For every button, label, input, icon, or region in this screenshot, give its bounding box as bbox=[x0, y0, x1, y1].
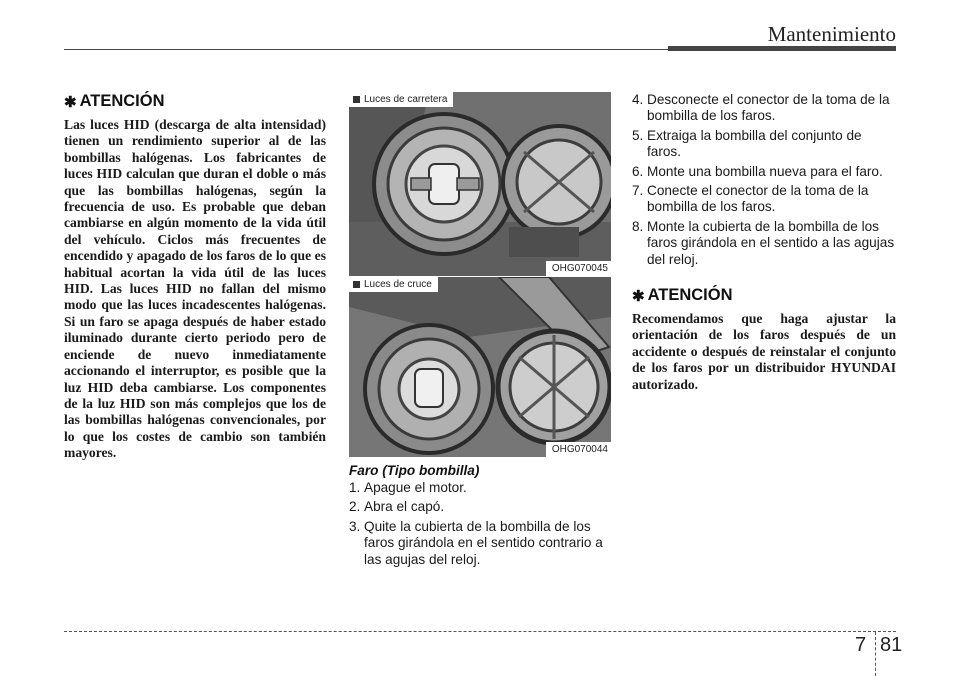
caution-text-right: Recomendamos que haga ajustar la orientación de los faros después de un accidente o después de reinstalar el conjunto de los faros por un distribuidor HYUNDAI autorizado. bbox=[632, 311, 896, 392]
caution-heading-right bbox=[632, 286, 896, 305]
list-item bbox=[349, 499, 611, 515]
list-item bbox=[632, 128, 896, 161]
step-text: Quite la cubierta de la bombilla de los faros girándola en el sentido contrario a las agujas del reloj. bbox=[364, 518, 603, 567]
square-bullet-icon bbox=[353, 96, 360, 103]
step-number: 8. bbox=[632, 218, 644, 234]
step-number: 1. bbox=[349, 480, 361, 495]
step-number: 6. bbox=[632, 163, 644, 179]
figure-tag-low-beam bbox=[349, 277, 438, 292]
high-beam-illustration bbox=[349, 92, 611, 276]
figure-tag-text: Luces de cruce bbox=[364, 279, 432, 290]
right-column bbox=[632, 92, 896, 393]
step-number: 3. bbox=[349, 518, 361, 534]
header-bar bbox=[668, 46, 896, 51]
step-text: Desconecte el conector de la toma de la bombilla de los faros. bbox=[647, 92, 890, 124]
figure-tag-text: Luces de carretera bbox=[364, 94, 448, 105]
left-column bbox=[64, 92, 326, 462]
caution-heading-text: ATENCIÓN bbox=[79, 92, 165, 110]
step-text: Monte una bombilla nueva para el faro. bbox=[647, 163, 883, 179]
list-item bbox=[349, 480, 611, 496]
section-subheading: Faro (Tipo bombilla) bbox=[349, 463, 480, 478]
caution-star-icon: ✱ bbox=[632, 287, 645, 305]
chapter-number: 7 bbox=[855, 634, 867, 656]
figure-tag-high-beam bbox=[349, 92, 453, 107]
list-item bbox=[632, 183, 896, 216]
list-item bbox=[349, 519, 611, 568]
figure-low-beam bbox=[349, 277, 611, 457]
caution-star-icon: ✱ bbox=[64, 93, 77, 111]
page-number: 81 bbox=[880, 634, 903, 656]
page-header-title: Mantenimiento bbox=[767, 22, 896, 46]
step-number: 4. bbox=[632, 92, 644, 107]
list-item bbox=[632, 219, 896, 268]
step-text: Monte la cubierta de la bombilla de los faros girándola en el sentido a las agujas del reloj. bbox=[647, 218, 895, 267]
step-text: Extraiga la bombilla del conjunto de faros. bbox=[647, 127, 862, 160]
square-bullet-icon bbox=[353, 281, 360, 288]
caution-heading-text: ATENCIÓN bbox=[647, 286, 733, 305]
step-number: 2. bbox=[349, 499, 361, 515]
figure-high-beam bbox=[349, 92, 611, 276]
step-text: Abra el capó. bbox=[364, 499, 445, 515]
list-item bbox=[632, 164, 896, 180]
list-item bbox=[632, 92, 896, 125]
step-text: Apague el motor. bbox=[364, 480, 467, 495]
step-number: 5. bbox=[632, 127, 644, 143]
low-beam-illustration bbox=[349, 277, 611, 457]
middle-column bbox=[349, 92, 611, 571]
step-text: Conecte el conector de la toma de la bombilla de los faros. bbox=[647, 183, 869, 215]
step-number: 7. bbox=[632, 183, 644, 199]
figure-code-high-beam: OHG070045 bbox=[546, 261, 611, 276]
footer-rule bbox=[64, 631, 896, 632]
caution-heading bbox=[64, 92, 326, 111]
footer-divider bbox=[875, 632, 876, 676]
header-rule bbox=[64, 49, 668, 50]
steps-list-middle bbox=[349, 480, 611, 568]
caution-text: Las luces HID (descarga de alta intensidad) tienen un rendimiento superior al de las bombillas halógenas. Los fabricantes de luces HID calculan que duran el doble o más que las bombillas halógenas, según la frecuencia de uso. Es probable que deban cambiarse en algún momento de la vida útil del vehículo. Ciclos más frecuentes de encendido y apagado de los faros de lo que es habitual acortan la vida útil de las luces HID. Las luces HID no fallan del mismo modo que las luces incadescentes halógenas. Si un faro se apaga después de haber estado iluminado durante cierto periodo pero de enciende de nuevo inmediatamente accionando el interruptor, es posible que la luz HID deba cambiarse. Los componentes de la luz HID son más complejos que los de las bombillas halógenas convencionales, por lo que los costes de cambio son también mayores. bbox=[64, 117, 326, 461]
figure-code-low-beam: OHG070044 bbox=[546, 442, 611, 457]
steps-list-right bbox=[632, 92, 896, 268]
